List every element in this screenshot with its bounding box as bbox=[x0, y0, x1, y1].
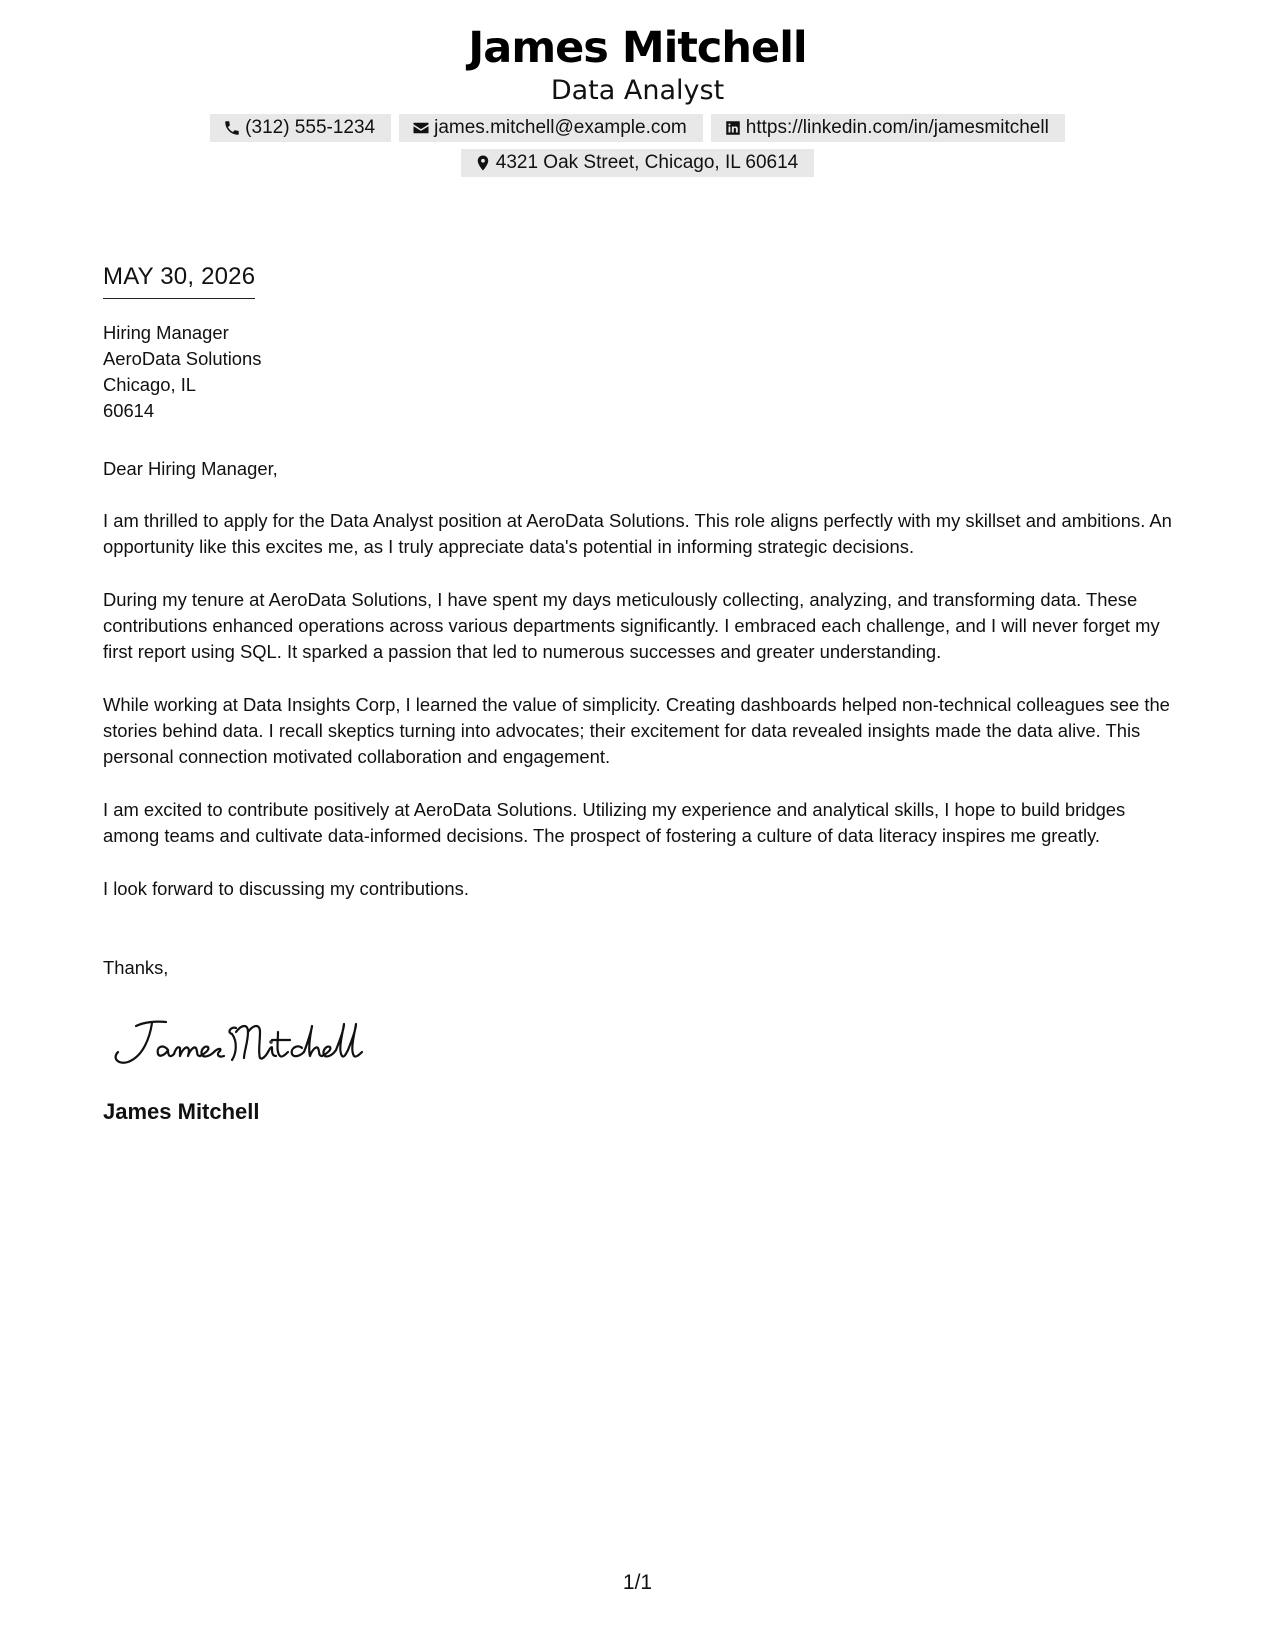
letter-header bbox=[0, 22, 1275, 177]
body-paragraph: I am thrilled to apply for the Data Analyst position at AeroData Solutions. This role aligns perfectly with my skillset and ambitions. An opportunity like this excites me, as I truly appreciate data's potential in informing strategic decisions. bbox=[103, 510, 1172, 557]
contact-row-address bbox=[0, 149, 1275, 177]
contact-address bbox=[461, 149, 814, 177]
contact-email-text: james.mitchell@example.com bbox=[434, 117, 687, 138]
linkedin-icon bbox=[723, 118, 743, 138]
applicant-name: James Mitchell bbox=[468, 23, 807, 73]
contact-row bbox=[0, 114, 1275, 142]
body-paragraph: I look forward to discussing my contributions. bbox=[103, 878, 469, 899]
applicant-title: Data Analyst bbox=[550, 75, 725, 106]
salutation: Dear Hiring Manager, bbox=[103, 458, 278, 479]
page-number: 1/1 bbox=[622, 1571, 653, 1594]
contact-phone-text: (312) 555-1234 bbox=[245, 117, 376, 138]
contact-email[interactable] bbox=[399, 114, 703, 142]
contact-linkedin-text: https://linkedin.com/in/jamesmitchell bbox=[745, 117, 1049, 138]
recipient-line: 60614 bbox=[103, 400, 155, 421]
letter-date: MAY 30, 2026 bbox=[103, 262, 255, 299]
envelope-icon bbox=[411, 118, 431, 138]
handwritten-signature bbox=[108, 1012, 368, 1072]
recipient-line: Chicago, IL bbox=[103, 374, 197, 395]
phone-icon bbox=[222, 118, 242, 138]
body-paragraph: While working at Data Insights Corp, I learned the value of simplicity. Creating dashboards helped non-technical colleagues see the stories behind data. I recall skeptics turning into advocates; their excitement for data revealed insights made the data alive. This personal connection motivated collaboration and engagement. bbox=[103, 694, 1170, 767]
closing: Thanks, bbox=[103, 957, 169, 978]
contact-phone bbox=[210, 114, 391, 142]
recipient-line: AeroData Solutions bbox=[103, 348, 262, 369]
contact-address-text: 4321 Oak Street, Chicago, IL 60614 bbox=[495, 152, 799, 173]
signed-name: James Mitchell bbox=[103, 1099, 260, 1124]
recipient-line: Hiring Manager bbox=[103, 322, 229, 343]
map-marker-icon bbox=[473, 153, 493, 173]
body-paragraph: During my tenure at AeroData Solutions, I have spent my days meticulously collecting, analyzing, and transforming data. These contributions enhanced operations across various departments significantly. I embraced each challenge, and I will never forget my first report using SQL. It sparked a passion that led to numerous successes and greater understanding. bbox=[103, 589, 1160, 662]
body-paragraph: I am excited to contribute positively at AeroData Solutions. Utilizing my experience and analytical skills, I hope to build bridges among teams and cultivate data-informed decisions. The prospect of fostering a culture of data literacy inspires me greatly. bbox=[103, 799, 1126, 846]
recipient-block bbox=[103, 320, 1183, 424]
contact-linkedin[interactable] bbox=[711, 114, 1065, 142]
